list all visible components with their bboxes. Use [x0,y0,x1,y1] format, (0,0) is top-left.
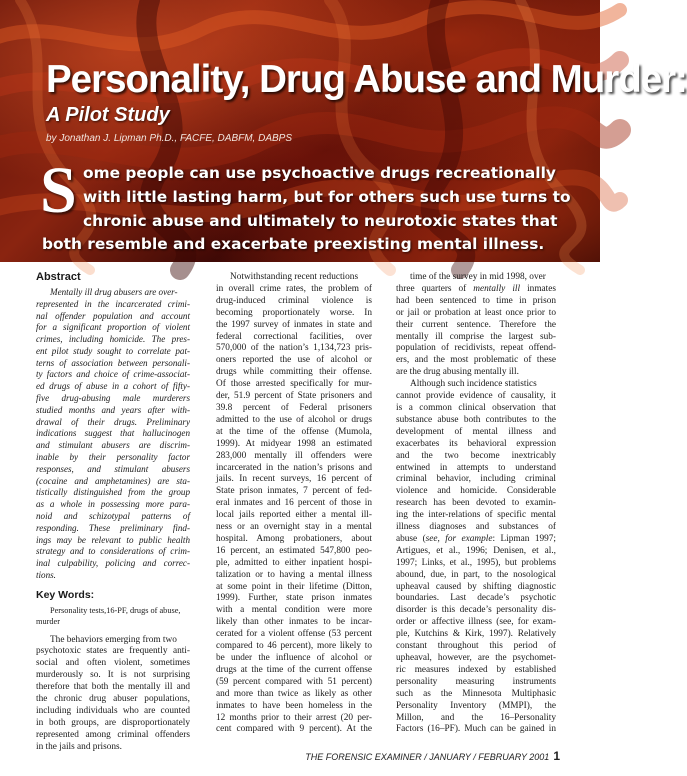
text-line: substance abuse both contributes to the [396,414,556,425]
text-line: the 1997 survey of inmates in state and [216,319,372,330]
keywords-heading: Key Words: [36,588,95,601]
text-line: entwined in attempts to understand [396,462,556,473]
text-line: including individuals who are counted [36,705,190,716]
text-line: 16 percent, an estimated 547,800 peo- [216,545,372,556]
text-line: or jail or probation at least once prior to [396,307,556,318]
text-line: likely than other inmates to be incar- [216,617,372,628]
page-number: 1 [553,749,560,763]
text-line: drug-induced criminal violence is [216,295,372,306]
text-line: development of mental illness and [396,426,556,437]
text-line: ers, and the most problematic of these [396,355,556,366]
text-line: strategy and to considerations of crim- [36,546,190,557]
text-line: admitted to the use of alcohol or drugs [216,414,372,425]
text-line: upheaval caused by shifting diagnostic [396,581,556,592]
lead-line: with little lasting harm, but for others such use turns to [83,188,571,206]
text-line: responding. These preliminary find- [36,522,190,533]
text-line: be under the influence of alcohol or [216,653,372,663]
text-line: their current sentence. Therefore the [396,319,556,330]
text-line: noid and schizotypal patterns of [36,511,190,522]
text-line: cannot provide evidence of causality, it [396,391,556,402]
text-line: ed drugs of abuse in a cohort of fifty- [36,381,190,392]
column-3 [396,272,556,736]
text-line: drugs while committing their offense. [216,367,372,378]
text-line: Mentally ill drug abusers are over- [50,286,178,297]
text-line: represented among criminal offenders [36,729,190,740]
text-line: inmates to have been homeless in the [216,700,372,711]
text-line: Millon, and the 16–Personality [396,712,556,723]
text-line: and more than twice as likely as other [216,688,372,699]
text-line: jails. In recent surveys, 16 percent of [216,474,372,485]
abstract-heading: Abstract [36,271,81,283]
text-line: indications suggest that hallucinogen [36,428,190,439]
text-line: Personality tests,16-PF, drugs of abuse, [50,605,181,615]
text-line: der, 51.9 percent of State prisoners and [216,391,372,402]
text-line: had been sentenced to time in prison [396,295,556,306]
text-line: represented in the incarcerated crimi- [36,298,190,309]
text-line: inal culpability, policing and correc- [36,558,190,569]
lead-line: both resemble and exacerbate preexisting mental illness. [42,235,545,253]
text-line: drawal of their drugs. Preliminary [36,416,190,427]
text-line: cent compared with 9 percent). At the [216,724,372,735]
lead-drop-cap: S [40,154,77,227]
text-line: cerated for a violent offense (53 percent [216,629,372,640]
text-line: incarcerated in the nation’s prisons and [216,462,372,473]
text-line: Artigues, et al., 1996; Denisen, et al., [396,545,556,556]
text-line: abound, due, in part, to the nosological [396,569,556,580]
keywords-text [36,605,190,628]
text-line: as a whole in possessing more para- [36,499,190,510]
text-line: terns of association between personali- [36,357,190,368]
abstract-text [36,287,190,582]
text-line: 570,000 of the nation’s 1,134,723 pris- [216,343,372,354]
text-line: abuse (see, for example: Lipman 1997; [396,533,557,544]
text-line: Although such incidence statistics [410,379,537,390]
text-line: in overall crime rates, the problem of [216,283,372,294]
text-line: murderously so. It is not surprising [36,670,190,681]
text-line: crimes, including homicide. The pres- [36,334,190,345]
text-line: tistically distinguished from the group [36,487,190,498]
text-line: criminal behavior, including criminal [396,474,556,485]
text-line: 12 months prior to their arrest (20 per- [216,712,372,723]
text-line: upheaval, however, are the psychomet- [396,653,556,663]
text-line: with a mental condition were more [216,605,372,616]
text-line: boundaries. Last decade’s psychotic [396,593,556,604]
journal-name: THE FORENSIC EXAMINER / JANUARY / FEBRUARY 2001 [305,752,550,762]
text-line: (cocaine and amphetamines) are sta- [36,475,190,486]
lead-line: ome people can use psychoactive drugs recreationally [83,164,556,182]
text-line: therefore that both the mentally ill and [36,682,190,693]
text-line: Personality Inventory (MMPI), the [396,700,556,711]
text-line: ple, Kutchins & Kirk, 1997). Relatively [396,629,556,640]
text-line: at the time of the offense (Mumola, [216,426,372,437]
text-line: in both groups, are disproportionately [36,717,190,728]
text-line: population of recidivists, repeat offend- [396,343,556,354]
column-2 [216,272,372,736]
text-line: ent pilot study sought to correlate pat- [36,345,190,356]
text-line: (59 percent compared with 51 percent) [216,676,372,687]
intro-body-text [36,635,190,754]
text-line: mentally ill comprise the largest sub- [396,331,556,342]
text-line: becoming proportionately worse. In [216,307,372,318]
text-line: 1997; Links, et al., 1995), but problems [396,557,556,568]
text-line: nal offender population and account [36,310,190,321]
text-line: studied months and years after with- [36,404,190,415]
text-line: eral inmates and 16 percent of those in [216,498,372,509]
text-line: ness or an overnight stay in a mental [216,522,372,533]
text-line: State prison inmates, 7 percent of fed- [216,486,372,497]
text-line: hospital. Among probationers, about [216,533,372,544]
text-line: illness diagnoses and substances of [396,522,556,533]
author-byline: by Jonathan J. Lipman Ph.D., FACFE, DABFM, DABPS [46,133,293,144]
text-line: the chronic drug abuser populations, [36,694,190,705]
text-line: are the drug abusing mentally ill. [396,367,519,378]
text-line: Of those arrested specifically for mur- [216,379,372,390]
text-line: talization or to having a mental illness [216,569,372,580]
text-line: and the two become inextricably [396,450,556,461]
text-line: responses, and stimulant abusers [36,463,190,474]
text-line: and stimulant abusers are discrim- [36,440,190,451]
text-line: ple, admitted to either inpatient hospi- [216,557,372,568]
text-line: time of the survey in mid 1998, over [410,272,546,282]
text-line: research has been devoted to examin- [396,498,556,509]
text-line: ings may be relevant to public health [36,534,190,545]
text-line: such as the Minnesota Multiphasic [396,688,556,699]
text-line: 1999). At midyear 1998 an estimated [216,438,372,449]
text-line: ty factors and choice of crime-associat- [36,369,190,380]
text-line: three quarters of mentally ill inmates [396,283,557,294]
text-line: for a significant proportion of violent [36,322,190,333]
text-line: tions. [36,570,56,581]
text-line: ric measures indexed by established [396,664,556,675]
text-line: is a common clinical observation that [396,402,556,413]
text-line: Notwithstanding recent reductions [230,272,359,282]
text-line: inable by their personality factor [36,452,190,463]
hero-banner [0,0,687,262]
column-1 [36,272,190,754]
text-line: social and often violent, sometimes [36,658,190,669]
text-line: violence and homicide. Considerable [396,486,556,497]
text-line: at some point in their lifetime (Ditton, [216,581,372,592]
article-subtitle: A Pilot Study [46,104,170,126]
text-line: ing the inter-relations of specific mental [396,510,556,521]
text-line: The behaviors emerging from two [50,634,177,645]
text-line: 1999). Further, state prison inmates [216,593,372,604]
text-line: constant throughout this period of [396,641,556,652]
text-line: in the jails and prisons. [36,741,122,752]
text-line: Factors (16–PF). Much can be gained in [396,724,556,735]
text-line: federal correctional facilities, over [216,331,372,342]
text-line: oners reported the use of alcohol or [216,355,372,366]
text-line: exacerbates its behavioral expression [396,438,556,449]
text-line: disorder is this decade’s personality dis- [396,605,556,616]
text-line: murder [36,617,60,627]
text-line: local jails reported either a mental ill- [216,510,372,521]
article-title: Personality, Drug Abuse and Murder: [46,58,687,101]
text-line: five drug-abusing male murderers [36,393,190,404]
text-line: compared to 46 percent), more likely to [216,641,372,652]
text-line: psychotoxic states are frequently anti- [36,646,190,657]
lead-line: chronic abuse and ultimately to neurotoxic states that [83,212,558,230]
text-line: 283,000 mentally ill offenders were [216,450,372,461]
text-line: order or affective illness (see, for exam- [396,617,556,628]
text-line: drugs at the time of the current offense [216,664,372,675]
text-line: 39.8 percent of Federal prisoners [216,402,372,413]
text-line: personality measuring instruments [396,676,556,687]
page-footer [305,749,560,763]
